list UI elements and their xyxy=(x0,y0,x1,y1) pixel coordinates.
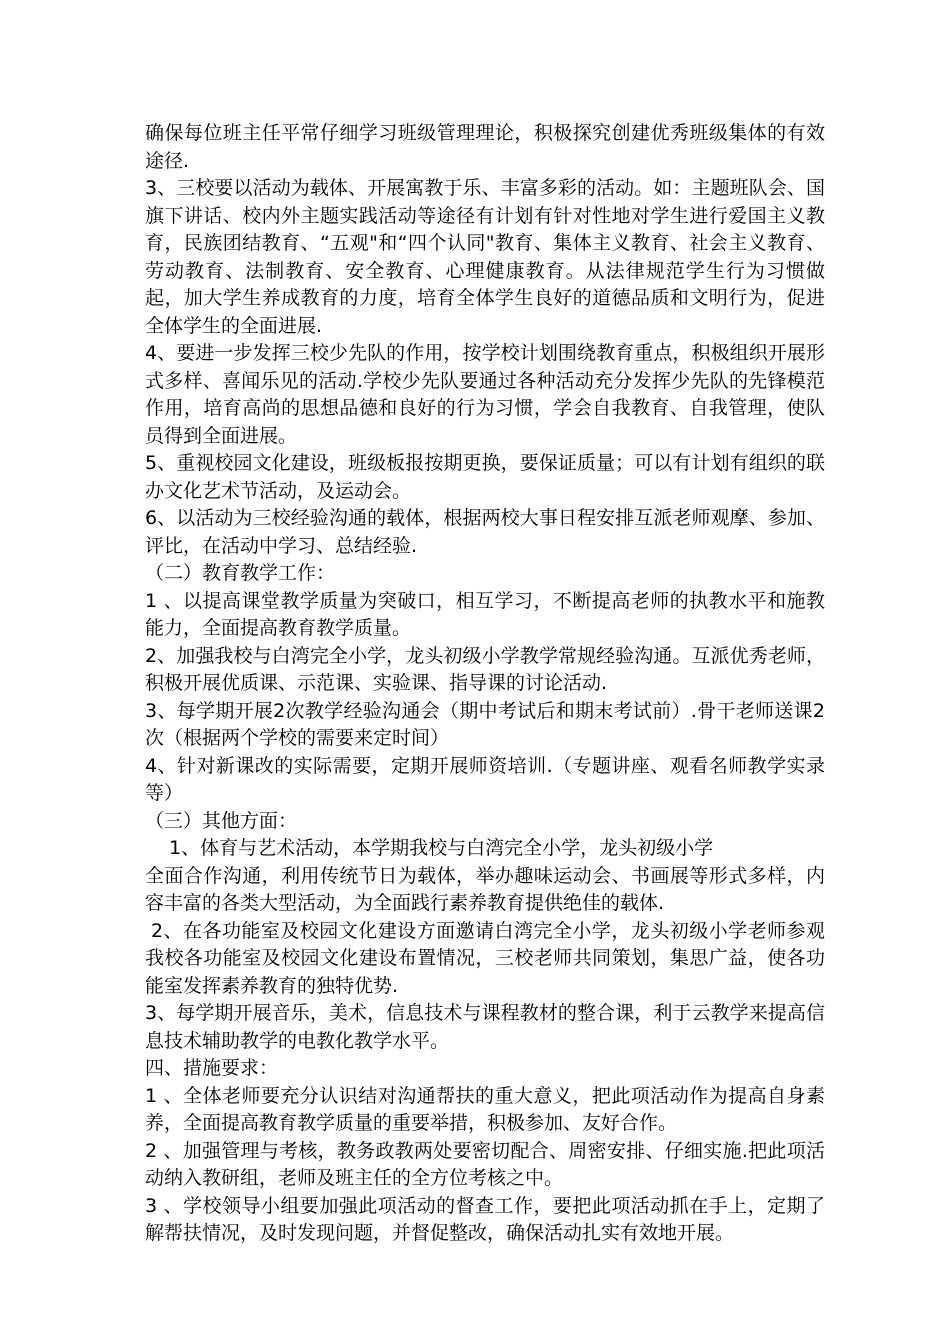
section-heading-teaching: （二）教育教学工作： xyxy=(145,562,336,584)
paragraph-teaching-4: 4、针对新课改的实际需要，定期开展师资培训.（专题讲座、观看名师教学实录等） xyxy=(145,754,825,804)
paragraph-teaching-3: 3、每学期开展2次教学经验沟通会（期中考试后和期末考试前）.骨干老师送课2次（根据两个学校的需要来定时间） xyxy=(145,699,825,749)
section-heading-other: （三）其他方面： xyxy=(145,809,298,832)
paragraph-item-4-young-pioneers: 4、要进一步发挥三校少先队的作用，按学校计划围绕教育重点，积极组织开展形式多样、喜闻乐见的活动.学校少先队要通过各种活动充分发挥少先队的先锋模范作用，培育高尚的思想品德和良好的行为习惯，学会自我教育、自我管理，使队员得到全面进展。 xyxy=(145,342,825,447)
paragraph-other-1-first-line: 1、体育与艺术活动，本学期我校与白湾完全小学，龙头初级小学 xyxy=(169,837,714,859)
paragraph-intro-continuation: 确保每位班主任平常仔细学习班级管理理论，积极探究创建优秀班级集体的有效途径. xyxy=(145,122,825,172)
section-heading-measures: 四、措施要求： xyxy=(145,1057,279,1079)
paragraph-measures-3: 3 、学校领导小组要加强此项活动的督查工作，要把此项活动抓在手上，定期了解帮扶情况，及时发现问题，并督促整改，确保活动扎实有效地开展。 xyxy=(145,1194,825,1244)
paragraph-item-3-activities: 3、三校要以活动为载体、开展寓教于乐、丰富多彩的活动。如：主题班队会、国旗下讲话、校内外主题实践活动等途径有计划有针对性地对学生进行爱国主义教育，民族团结教育、“五观"和“四个认同"教育、集体主义教育、社会主义教育、劳动教育、法制教育、安全教育、心理健康教育。从法律规范学生行为习惯做起，加大学生养成教育的力度，培育全体学生良好的道德品质和文明行为，促进全体学生的全面进展. xyxy=(145,177,825,337)
paragraph-other-1-continuation: 全面合作沟通，利用传统节日为载体，举办趣味运动会、书画展等形式多样，内容丰富的各类大型活动，为全面践行素养教育提供绝佳的载体. xyxy=(145,864,825,914)
document-body xyxy=(145,120,825,1248)
paragraph-teaching-2: 2、加强我校与白湾完全小学，龙头初级小学教学常规经验沟通。互派优秀老师，积极开展优质课、示范课、实验课、指导课的讨论活动. xyxy=(145,644,825,694)
paragraph-measures-2: 2 、加强管理与考核，教务政教两处要密切配合、周密安排、仔细实施.把此项活动纳入教研组，老师及班主任的全方位考核之中。 xyxy=(145,1139,825,1189)
paragraph-measures-1: 1 、全体老师要充分认识结对沟通帮扶的重大意义，把此项活动作为提高自身素养，全面提高教育教学质量的重要举措，积极参加、友好合作。 xyxy=(145,1084,825,1134)
paragraph-item-6-exchange: 6、以活动为三校经验沟通的载体，根据两校大事日程安排互派老师观摩、参加、评比，在活动中学习、总结经验. xyxy=(145,507,825,557)
paragraph-other-3: 3、每学期开展音乐，美术，信息技术与课程教材的整合课，利于云教学来提高信息技术辅助教学的电教化教学水平。 xyxy=(145,1002,825,1052)
paragraph-item-5-campus-culture: 5、重视校园文化建设，班级板报按期更换，要保证质量；可以有计划有组织的联办文化艺术节活动，及运动会。 xyxy=(145,452,825,502)
paragraph-teaching-1: 1 、以提高课堂教学质量为突破口，相互学习，不断提高老师的执教水平和施教能力，全面提高教育教学质量。 xyxy=(145,589,825,639)
paragraph-other-2: 2、在各功能室及校园文化建设方面邀请白湾完全小学，龙头初级小学老师参观我校各功能室及校园文化建设布置情况，三校老师共同策划，集思广益，使各功能室发挥素养教育的独特优势. xyxy=(145,919,825,997)
